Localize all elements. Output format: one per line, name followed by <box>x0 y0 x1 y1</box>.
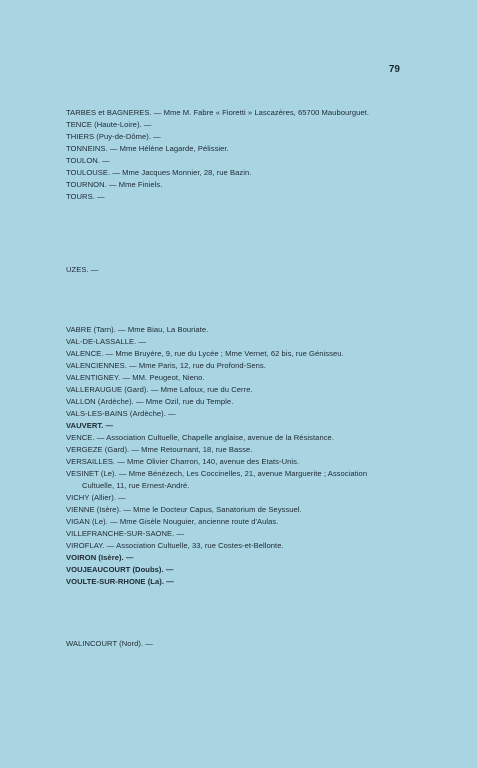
entry-toulon: TOULON. — <box>66 156 110 165</box>
entry-toulouse: TOULOUSE. — Mme Jacques Monnier, 28, rue Bazin. <box>66 168 252 177</box>
entry-tonneins: TONNEINS. — Mme Hélène Lagarde, Pélissier. <box>66 144 229 153</box>
entry-tournon: TOURNON. — Mme Finiels. <box>66 180 163 189</box>
entry-vichy: VICHY (Allier). — <box>66 493 126 502</box>
entry-vallon: VALLON (Ardèche). — Mme Ozil, rue du Temple. <box>66 397 234 406</box>
entry-valentigney: VALENTIGNEY. — MM. Peugeot, Nieno. <box>66 373 205 382</box>
entry-vergeze: VERGEZE (Gard). — Mme Retournant, 18, rue Basse. <box>66 445 253 454</box>
section-u-entries <box>66 264 406 276</box>
entry-val-de-lassalle: VAL-DE-LASSALLE. — <box>66 337 147 346</box>
entry-voujeaucourt: VOUJEAUCOURT (Doubs). — <box>66 565 174 574</box>
entry-vesinet-continued: Cultuelle, 11, rue Ernest-André. <box>82 481 190 490</box>
entry-vabre: VABRE (Tarn). — Mme Biau, La Bouriate. <box>66 325 209 334</box>
entry-viroflay: VIROFLAY. — Association Cultuelle, 33, rue Costes-et-Bellonte. <box>66 541 284 550</box>
entry-valleraugue: VALLERAUGUE (Gard). — Mme Lafoux, rue du Cerre. <box>66 385 253 394</box>
entry-uzes: UZES. — <box>66 265 99 274</box>
entry-voulte-sur-rhone: VOULTE-SUR-RHONE (La). — <box>66 577 174 586</box>
entry-vauvert: VAUVERT. — <box>66 421 114 430</box>
entry-versailles: VERSAILLES. — Mme Olivier Charron, 140, avenue des Etats-Unis. <box>66 457 300 466</box>
entry-valence: VALENCE. — Mme Bruyère, 9, rue du Lycée ; Mme Vernet, 62 bis, rue Génisseu. <box>66 349 344 358</box>
entry-villefranche-sur-saone: VILLEFRANCHE-SUR-SAONE. — <box>66 529 185 538</box>
entry-vigan: VIGAN (Le). — Mme Gisèle Nouguier, ancienne route d'Aulas. <box>66 517 279 526</box>
section-v-entries <box>66 324 406 588</box>
entry-vienne: VIENNE (Isère). — Mme le Docteur Capus, Sanatorium de Seyssuel. <box>66 505 302 514</box>
entry-voiron: VOIRON (Isère). — <box>66 553 134 562</box>
section-w-entries <box>66 638 406 650</box>
page-number: 79 <box>388 64 400 75</box>
entry-tours: TOURS. — <box>66 192 105 201</box>
entry-vesinet: VESINET (Le). — Mme Bénézech, Les Coccinelles, 21, avenue Marguerite ; Association <box>66 469 368 478</box>
entry-valenciennes: VALENCIENNES. — Mme Paris, 12, rue du Profond-Sens. <box>66 361 266 370</box>
entry-tence: TENCE (Haute-Loire). — <box>66 120 152 129</box>
entry-vence: VENCE. — Association Cultuelle, Chapelle anglaise, avenue de la Résistance. <box>66 433 334 442</box>
entry-walincourt: WALINCOURT (Nord). — <box>66 639 153 648</box>
entry-thiers: THIERS (Puy-de-Dôme). — <box>66 132 161 141</box>
section-t-entries <box>66 107 406 203</box>
entry-vals-les-bains: VALS-LES-BAINS (Ardèche). — <box>66 409 176 418</box>
entry-tarbes: TARBES et BAGNERES. — Mme M. Fabre « Fioretti » Lascazères, 65700 Maubourguet. <box>66 108 369 117</box>
